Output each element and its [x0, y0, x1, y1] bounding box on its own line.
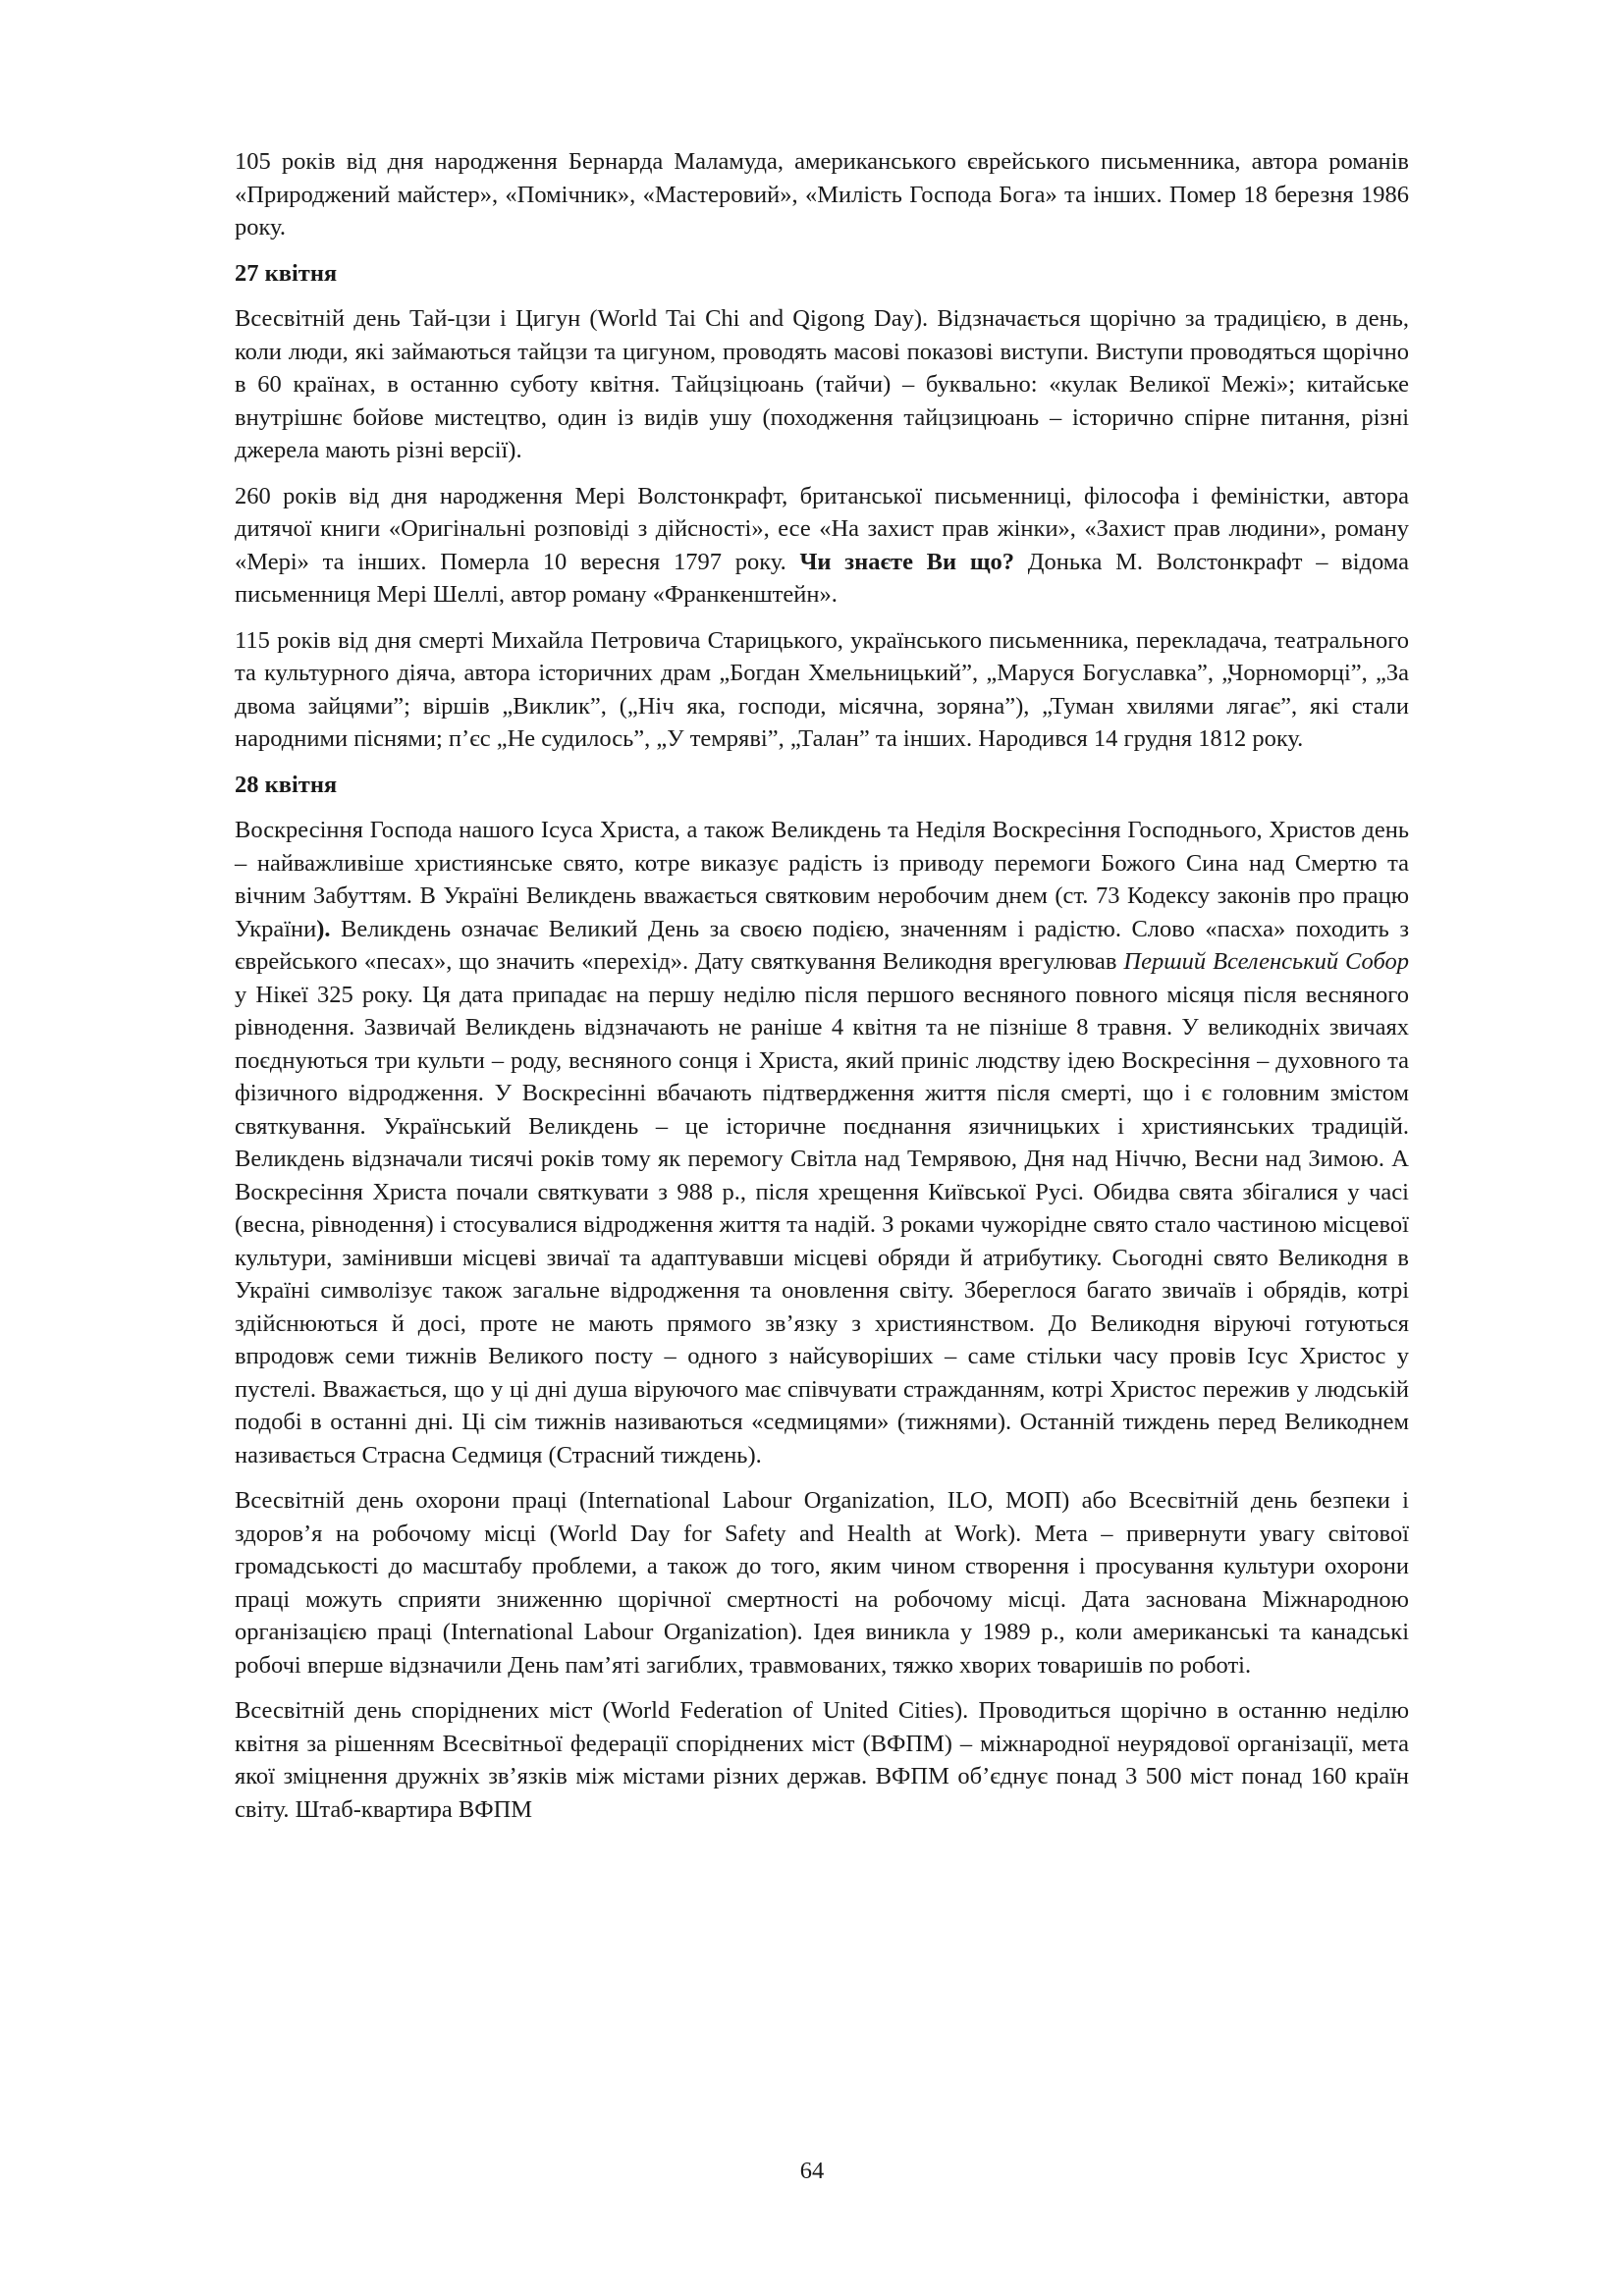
date-heading-27-april: 27 квітня [235, 259, 338, 287]
paragraph-tai-chi-day: Всесвітній день Тай-цзи і Цигун (World Tai Chi and Qigong Day). Відзначається щорічно за традицією, в день, коли люди, які займаються тайцзи та цигуном, проводять масові показові виступи. Виступи проводяться щорічно в 60 країнах, в останню суботу квітня. Тайцзіцюань (тайчи) – буквально: «кулак Великої Межі»; китайське внутрішнє бойове мистецтво, один із видів ушу (походження тайцзицюань – історично спірне питання, різні джерела мають різні версії). [235, 305, 1409, 463]
paragraph-twin-cities-day: Всесвітній день споріднених міст (World Federation of United Cities). Проводиться щорічно в останню неділю квітня за рішенням Всесвітньої федерації споріднених міст (ВФПМ) – міжнародної неурядової організації, мета якої зміцнення дружніх зв’язків між містами різних держав. ВФПМ об’єднує понад 3 500 міст понад 160 країн світу. Штаб-квартира ВФПМ [235, 1697, 1409, 1823]
paragraph-wollstonecraft [235, 480, 1409, 612]
date-heading-28-april: 28 квітня [235, 771, 338, 798]
easter-text-part-3: у Нікеї 325 року. Ця дата припадає на першу неділю після першого весняного повного місяця після весняного рівнодення. Зазвичай Великдень відзначають не раніше 4 квітня та не пізніше 8 травня. У великодніх звичаях поєднуються три культи – роду, весняного сонця і Христа, який приніс людству ідею Воскресіння – духовного та фізичного відродження. У Воскресінні вбачають підтвердження життя після смерті, що і є головним змістом святкування. Український Великдень – це історичне поєднання язичницьких і християнських традицій. Великдень відзначали тисячі років тому як перемогу Світла над Темрявою, Дня над Ніччю, Весни над Зимою. А Воскресіння Христа почали святкувати з 988 р., після хрещення Київської Русі. Обидва свята збігалися у часі (весна, рівнодення) і стосувалися відродження життя та надій. З роками чужорідне свято стало частиною місцевої культури, замінивши місцеві звичаї та адаптувавши місцеві обряди й атрибутику. Сьогодні свято Великодня в Україні символізує також загальне відродження та оновлення світу. Збереглося багато звичаїв і обрядів, котрі здійснюються й досі, проте не мають прямого зв’язку з християнством. До Великодня віруючі готуються впродовж семи тижнів Великого посту – одного з найсуворіших – саме стільки часу провів Ісус Христос у пустелі. Вважається, що у ці дні душа віруючого має співчувати стражданням, котрі Христос пережив у людській подобі в останні дні. Ці сім тижнів називаються «седмицями» (тижнями). Останній тиждень перед Великоднем називається Страсна Седмиця (Страсний тиждень). [235, 981, 1409, 1468]
wollstonecraft-fact: Донька М. Волстонкрафт – відома письменниця Мері Шеллі, автор роману «Франкенштейн». [235, 548, 1410, 608]
paragraph-malamud: 105 років від дня народження Бернарда Маламуда, американського єврейського письменника, автора романів «Природжений майстер», «Помічник», «Мастеровий», «Милість Господа Бога» та інших. Помер 18 березня 1986 року. [235, 148, 1409, 240]
paragraph-starytsky: 115 років від дня смерті Михайла Петровича Старицького, українського письменника, перекладача, театрального та культурного діяча, автора історичних драм „Богдан Хмельницький”, „Маруся Богуславка”, „Чорноморці”, „За двома зайцями”; віршів „Виклик”, („Ніч яка, господи, місячна, зоряна”), „Туман хвилями лягає”, які стали народними піснями; п’єс „Не судилось”, „У темряві”, „Талан” та інших. Народився 14 грудня 1812 року. [235, 626, 1409, 752]
document-body [235, 145, 1409, 1839]
did-you-know-label: Чи знаєте Ви що? [799, 548, 1015, 575]
page-number: 64 [799, 2158, 825, 2184]
first-ecumenical-council: Перший Вселенський Собор [1123, 948, 1409, 975]
easter-text-part-2: Великдень означає Великий День за своєю подією, значенням і радістю. Слово «пасха» походить з єврейського «песах», що значить «перехід». Дату святкування Великодня врегулював [235, 915, 1409, 975]
easter-text-part-1: Воскресіння Господа нашого Ісуса Христа, а також Великдень та Неділя Воскресіння Господнього, Христов день – найважливіше християнське свято, котре виказує радість із приводу перемоги Божого Сина над Смертю та вічним Забуттям. В Україні Великдень вважається святковим неробочим днем (ст. 73 Кодексу законів про працю України [235, 817, 1409, 942]
paragraph-easter [235, 814, 1409, 1471]
easter-bold-paren: ). [316, 915, 331, 942]
wollstonecraft-text: 260 років від дня народження Мері Волстонкрафт, британської письменниці, філософа і феміністки, автора дитячої книги «Оригінальні розповіді з дійсності», есе «На захист прав жінки», «Захист прав людини», роману «Мері» та інших. Померла 10 вересня 1797 року. [235, 482, 1409, 575]
paragraph-labour-safety-day: Всесвітній день охорони праці (International Labour Organization, ILO, МОП) або Всесвітній день безпеки і здоров’я на робочому місці (World Day for Safety and Health at Work). Мета – привернути увагу світової громадськості до масштабу проблеми, а також до того, яким чином створення і просування культури охорони праці можуть сприяти зниженню щорічної смертності на робочому місці. Дата заснована Міжнародною організацією праці (International Labour Organization). Ідея виникла у 1989 р., коли американські та канадські робочі вперше відзначили День пам’яті загиблих, травмованих, тяжко хворих товаришів по роботі. [235, 1487, 1409, 1679]
